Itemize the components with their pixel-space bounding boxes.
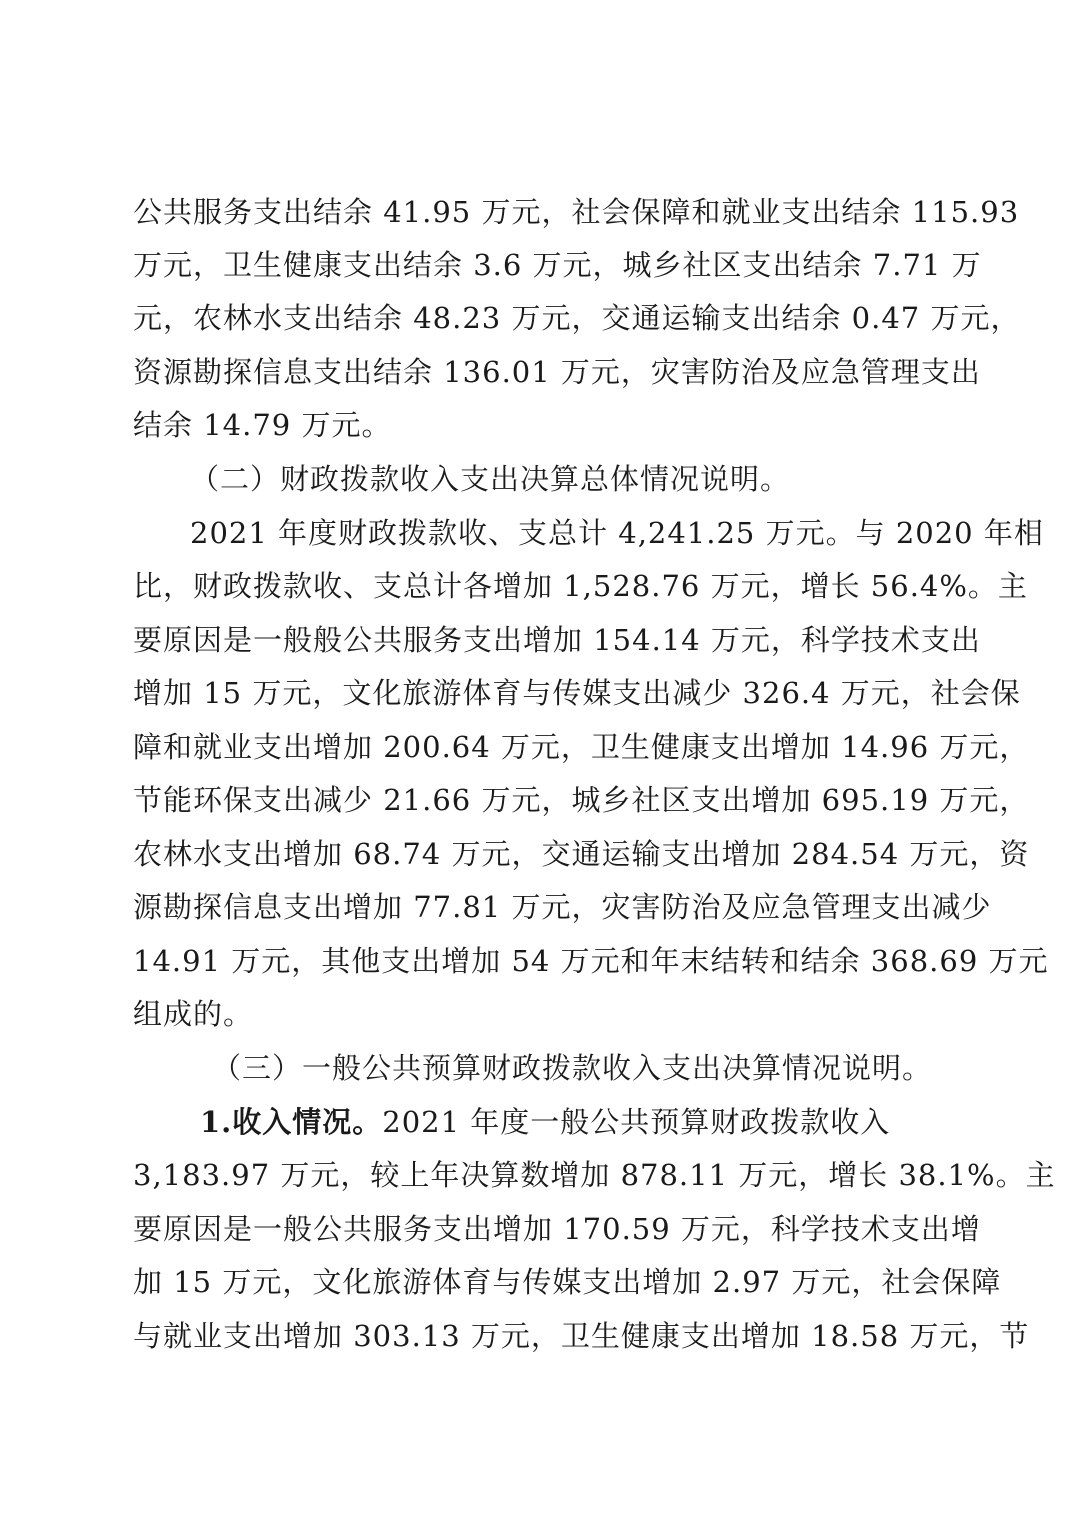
text-line: 3,183.97 万元，较上年决算数增加 878.11 万元，增长 38.1%。主	[133, 1158, 1056, 1192]
text-line: 增加 15 万元，文化旅游体育与传媒支出减少 326.4 万元，社会保	[133, 676, 1021, 710]
text-line: 公共服务支出结余 41.95 万元，社会保障和就业支出结余 115.93	[133, 195, 1020, 229]
text-line: 与就业支出增加 303.13 万元，卫生健康支出增加 18.58 万元，节	[133, 1319, 1030, 1353]
text-line: 14.91 万元，其他支出增加 54 万元和年末结转和结余 368.69 万元	[133, 944, 1049, 978]
section-heading: （二）财政拨款收入支出决算总体情况说明。	[190, 462, 791, 496]
text-line: 障和就业支出增加 200.64 万元，卫生健康支出增加 14.96 万元，	[133, 730, 1030, 764]
text-line: 元，农林水支出结余 48.23 万元，交通运输支出结余 0.47 万元，	[133, 301, 1021, 335]
text-line: 比，财政拨款收、支总计各增加 1,528.76 万元，增长 56.4%。主	[133, 569, 1028, 603]
text-line-lead	[200, 1102, 890, 1142]
text-line: 组成的。	[133, 997, 254, 1031]
text-line: 万元，卫生健康支出结余 3.6 万元，城乡社区支出结余 7.71 万	[133, 248, 982, 282]
text-line: 资源勘探信息支出结余 136.01 万元，灾害防治及应急管理支出	[133, 355, 981, 389]
text-line: 结余 14.79 万元。	[133, 408, 392, 442]
text-line: 节能环保支出减少 21.66 万元，城乡社区支出增加 695.19 万元，	[133, 783, 1030, 817]
subsection-lead: 1.收入情况。	[200, 1105, 383, 1139]
text-span: 2021 年度一般公共预算财政拨款收入	[382, 1105, 891, 1139]
text-line: 加 15 万元，文化旅游体育与传媒支出增加 2.97 万元，社会保障	[133, 1265, 1002, 1299]
section-heading: （三）一般公共预算财政拨款收入支出决算情况说明。	[212, 1051, 933, 1085]
text-line: 要原因是一般公共服务支出增加 170.59 万元，科学技术支出增	[133, 1212, 981, 1246]
text-line: 源勘探信息支出增加 77.81 万元，灾害防治及应急管理支出减少	[133, 890, 992, 924]
text-line: 农林水支出增加 68.74 万元，交通运输支出增加 284.54 万元，资	[133, 837, 1030, 871]
text-line: 要原因是一般般公共服务支出增加 154.14 万元，科学技术支出	[133, 623, 981, 657]
text-line: 2021 年度财政拨款收、支总计 4,241.25 万元。与 2020 年相	[190, 516, 1044, 550]
